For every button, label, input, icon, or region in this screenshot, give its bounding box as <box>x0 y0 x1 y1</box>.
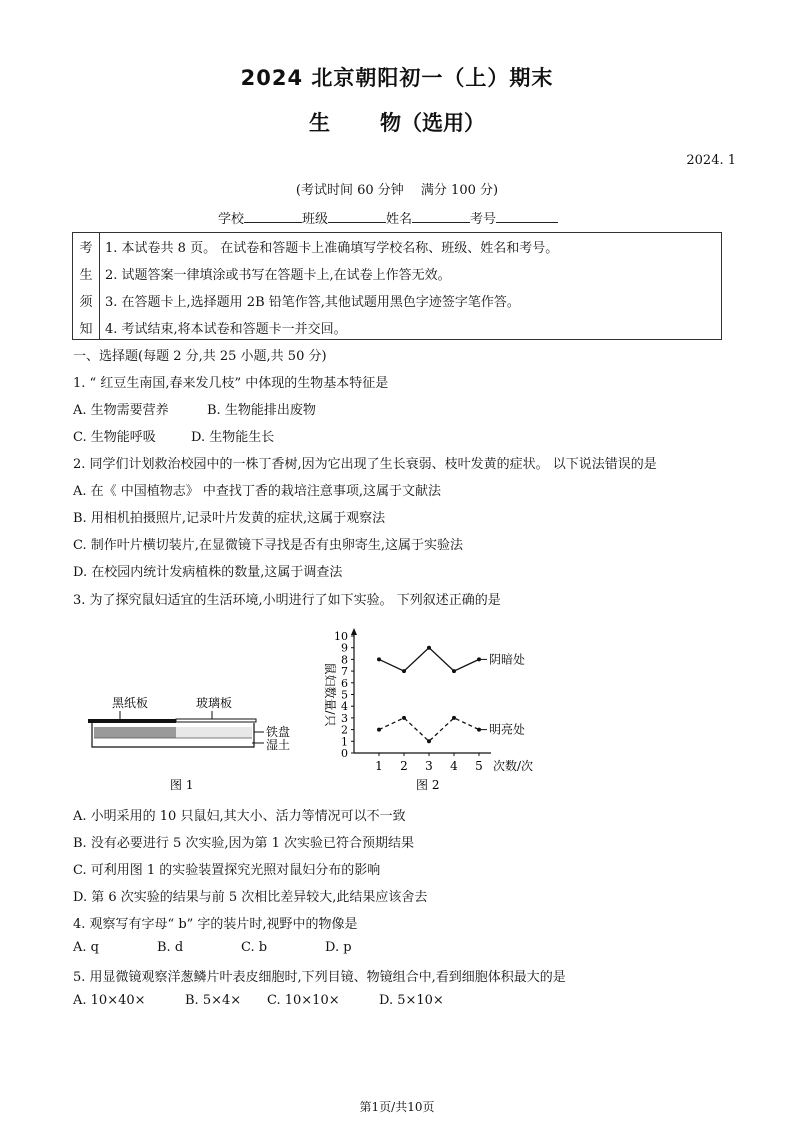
x-tick-label: 2 <box>400 759 408 773</box>
series-line <box>379 718 479 741</box>
x-tick-label: 1 <box>375 759 383 773</box>
field-name-blank[interactable] <box>412 210 470 223</box>
figure-2-line-chart <box>323 628 533 792</box>
notice-side-char: 考 <box>79 241 93 256</box>
exam-info: (考试时间 60 分钟 满分 100 分) <box>295 183 499 198</box>
label-glass-board: 玻璃板 <box>196 696 233 710</box>
black-board <box>88 719 176 723</box>
notice-item: 4. 考试结束,将本试卷和答题卡一并交回。 <box>105 322 347 337</box>
dark-soil-area <box>94 727 176 738</box>
x-tick-label: 4 <box>450 759 458 773</box>
subject-title <box>0 107 794 137</box>
field-name-label: 姓名 <box>386 212 413 227</box>
series-point <box>402 716 406 720</box>
option-d[interactable]: D. 生物能生长 <box>191 430 275 445</box>
notice-side-char: 知 <box>79 322 93 337</box>
glass-board <box>176 719 256 722</box>
series-label: 阴暗处 <box>489 652 526 667</box>
y-tick-label: 2 <box>341 723 348 737</box>
y-tick-label: 0 <box>341 747 348 760</box>
question-4-options-row <box>73 940 352 955</box>
notice-item: 3. 在答题卡上,选择题用 2B 铅笔作答,其他试题用黑色字迹签字笔作答。 <box>105 295 520 310</box>
student-info-fields <box>218 208 558 227</box>
option-b[interactable]: B. 生物能排出废物 <box>207 403 316 418</box>
option-c[interactable]: C. 制作叶片横切装片,在显微镜下寻找是否有虫卵寄生,这属于实验法 <box>73 538 464 553</box>
x-tick-group <box>375 753 483 773</box>
option-a[interactable]: A. 10×40× <box>73 993 146 1008</box>
x-tick-label: 5 <box>475 759 483 773</box>
question-3-figures <box>84 625 554 795</box>
x-axis-label: 次数/次 <box>493 759 534 773</box>
notice-side-char: 须 <box>79 295 93 310</box>
field-school-blank[interactable] <box>244 210 302 223</box>
exam-title: 2024 北京朝阳初一（上）期末 <box>240 66 554 90</box>
field-id-blank[interactable] <box>496 210 558 223</box>
label-iron-tray: 铁盘 <box>266 725 291 739</box>
label-black-board: 黑纸板 <box>112 696 149 710</box>
light-soil-area <box>176 727 252 738</box>
series-group <box>377 646 525 744</box>
series-point <box>452 716 456 720</box>
option-d[interactable]: D. 5×10× <box>379 993 444 1008</box>
option-c[interactable]: C. b <box>241 940 268 955</box>
option-b[interactable]: B. d <box>157 940 184 955</box>
figure-1-apparatus <box>88 695 290 792</box>
series-point <box>377 728 381 732</box>
field-class-blank[interactable] <box>328 210 386 223</box>
y-axis-arrow <box>351 628 357 635</box>
option-b[interactable]: B. 用相机拍摄照片,记录叶片发黄的症状,这属于观察法 <box>73 511 386 526</box>
question-3-stem: 3. 为了探究鼠妇适宜的生活环境,小明进行了如下实验。 下列叙述正确的是 <box>73 593 501 608</box>
option-a[interactable]: A. 在《 中国植物志》 中查找丁香的栽培注意事项,这属于文献法 <box>73 484 442 499</box>
option-b[interactable]: B. 没有必要进行 5 次实验,因为第 1 次实验已符合预期结果 <box>73 836 415 851</box>
notice-item: 1. 本试卷共 8 页。 在试卷和答题卡上准确填写学校名称、班级、姓名和考号。 <box>105 241 559 256</box>
figures-svg <box>84 625 554 795</box>
question-4-stem: 4. 观察写有字母“ b” 字的装片时,视野中的物像是 <box>73 917 358 932</box>
series-point <box>427 739 431 743</box>
question-1-options-row <box>73 399 316 418</box>
label-wet-soil: 湿土 <box>266 738 291 752</box>
y-tick-label: 5 <box>341 688 348 702</box>
y-tick-label: 4 <box>341 700 348 714</box>
figure-2-caption: 图 2 <box>416 778 440 792</box>
figure-1-caption: 图 1 <box>170 778 194 792</box>
x-tick-label: 3 <box>425 759 433 773</box>
option-a[interactable]: A. 生物需要营养 <box>73 403 169 418</box>
series-point <box>477 657 481 661</box>
exam-date: 2024. 1 <box>686 153 736 168</box>
option-a[interactable]: A. q <box>73 940 99 955</box>
series-point <box>427 646 431 650</box>
option-c[interactable]: C. 可利用图 1 的实验装置探究光照对鼠妇分布的影响 <box>73 863 381 878</box>
option-c[interactable]: C. 10×10× <box>267 993 340 1008</box>
option-c[interactable]: C. 生物能呼吸 <box>73 430 156 445</box>
option-d[interactable]: D. p <box>325 940 352 955</box>
y-tick-label: 8 <box>341 653 348 667</box>
series-label: 明亮处 <box>489 722 526 737</box>
y-tick-label: 9 <box>341 641 348 655</box>
question-1-stem: 1. “ 红豆生南国,春来发几枝” 中体现的生物基本特征是 <box>73 376 389 391</box>
y-tick-label: 7 <box>341 665 348 679</box>
series-point <box>402 669 406 673</box>
field-id-label: 考号 <box>470 212 497 227</box>
option-d[interactable]: D. 在校园内统计发病植株的数量,这属于调查法 <box>73 565 343 580</box>
notice-side-label <box>73 233 100 339</box>
y-tick-label: 1 <box>341 735 348 749</box>
series-point <box>377 657 381 661</box>
option-a[interactable]: A. 小明采用的 10 只鼠妇,其大小、活力等情况可以不一致 <box>73 809 406 824</box>
subject-char: 生 <box>309 111 330 135</box>
y-tick-label: 10 <box>334 630 348 643</box>
y-tick-label: 3 <box>341 711 348 725</box>
notice-side-char: 生 <box>79 268 93 283</box>
y-tick-label: 6 <box>341 676 348 690</box>
option-b[interactable]: B. 5×4× <box>185 993 242 1008</box>
series-point <box>477 728 481 732</box>
series-point <box>452 669 456 673</box>
subject-rest: 物（选用） <box>380 111 485 135</box>
option-d[interactable]: D. 第 6 次实验的结果与前 5 次相比差异较大,此结果应该舍去 <box>73 890 428 905</box>
section-heading: 一、选择题(每题 2 分,共 25 小题,共 50 分) <box>73 349 327 364</box>
question-5-options-row <box>73 993 444 1008</box>
exam-notice-box <box>72 232 722 340</box>
question-2-stem: 2. 同学们计划救治校园中的一株丁香树,因为它出现了生长衰弱、枝叶发黄的症状。 以下说法错误的是 <box>73 457 657 472</box>
field-school-label: 学校 <box>218 212 245 227</box>
field-class-label: 班级 <box>302 212 329 227</box>
page-number: 第1页/共10页 <box>359 1100 435 1114</box>
notice-item: 2. 试题答案一律填涂或书写在答题卡上,在试卷上作答无效。 <box>105 268 451 283</box>
series-line <box>379 648 479 671</box>
y-axis-label: 鼠妇数量/只 <box>323 662 337 727</box>
question-1-options-row <box>73 426 274 445</box>
question-5-stem: 5. 用显微镜观察洋葱鳞片叶表皮细胞时,下列目镜、物镜组合中,看到细胞体积最大的是 <box>73 970 566 985</box>
